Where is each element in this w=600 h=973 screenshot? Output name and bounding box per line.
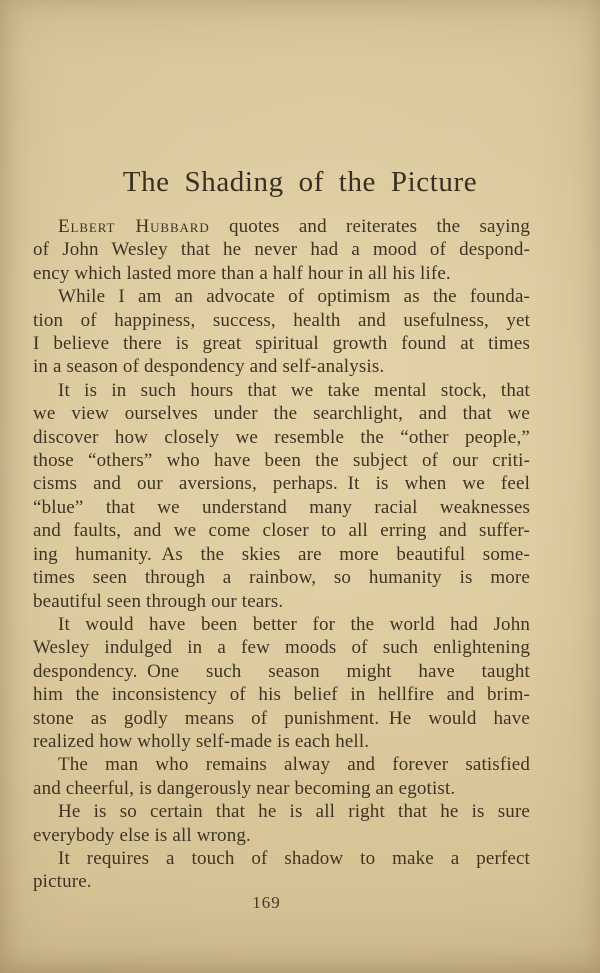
- author-name-smallcaps: Elbert Hubbard: [58, 216, 210, 237]
- text-line: him the inconsistency of his belief in hellfire and brim-: [33, 684, 530, 706]
- text-line: ing humanity. As the skies are more beautiful some-: [33, 543, 530, 565]
- text-line: those “others” who have been the subject of our criti-: [33, 450, 530, 472]
- text-line: and faults, and we come closer to all erring and suffer-: [33, 520, 530, 542]
- text-line: despondency. One such season might have taught: [33, 660, 530, 682]
- page-number: 169: [252, 893, 281, 912]
- text-line: realized how wholly self-made is each hell.: [33, 730, 370, 752]
- text-line: and cheerful, is dangerously near becoming an egotist.: [33, 777, 456, 799]
- text-line: times seen through a rainbow, so humanity is more: [33, 567, 530, 589]
- paragraph: [33, 285, 530, 379]
- text-line: stone as godly means of punishment. He would have: [33, 707, 530, 729]
- text-line: “blue” that we understand many racial weaknesses: [33, 496, 530, 518]
- paragraph: [33, 753, 530, 800]
- page-title: The Shading of the Picture: [122, 166, 478, 198]
- paragraph: [33, 847, 530, 894]
- text-line: discover how closely we resemble the “other people,”: [33, 426, 530, 448]
- text-line: tion of happiness, success, health and usefulness, yet: [33, 309, 530, 331]
- paragraph: [33, 613, 530, 753]
- text-line: He is so certain that he is all right that he is sure: [58, 801, 530, 823]
- text-line: ency which lasted more than a half hour in all his life.: [33, 262, 451, 284]
- text-line: everybody else is all wrong.: [33, 824, 251, 846]
- text-line: The man who remains alway and forever satisfied: [58, 754, 530, 776]
- paragraph: [33, 379, 530, 613]
- text-line: picture.: [33, 871, 92, 893]
- paragraph: [33, 800, 530, 847]
- text-line: I believe there is great spiritual growth found at times: [33, 333, 530, 355]
- text-line: While I am an advocate of optimism as the founda-: [58, 286, 530, 308]
- text-line: beautiful seen through our tears.: [33, 590, 284, 612]
- text-line: in a season of despondency and self-analysis.: [33, 356, 385, 378]
- text-line: Wesley indulged in a few moods of such enlightening: [33, 637, 530, 659]
- text-line: of John Wesley that he never had a mood of despond-: [33, 239, 530, 261]
- paragraph: [33, 215, 530, 285]
- text-line: It requires a touch of shadow to make a perfect: [58, 847, 530, 869]
- text-line: cisms and our aversions, perhaps. It is when we feel: [33, 473, 530, 495]
- text-line: Elbert Hubbard quotes and reiterates the saying: [58, 216, 530, 237]
- text-block: [33, 215, 530, 894]
- text-line: we view ourselves under the searchlight, and that we: [33, 403, 530, 425]
- text-line: It is in such hours that we take mental stock, that: [58, 379, 530, 401]
- text-line: It would have been better for the world had John: [58, 613, 530, 635]
